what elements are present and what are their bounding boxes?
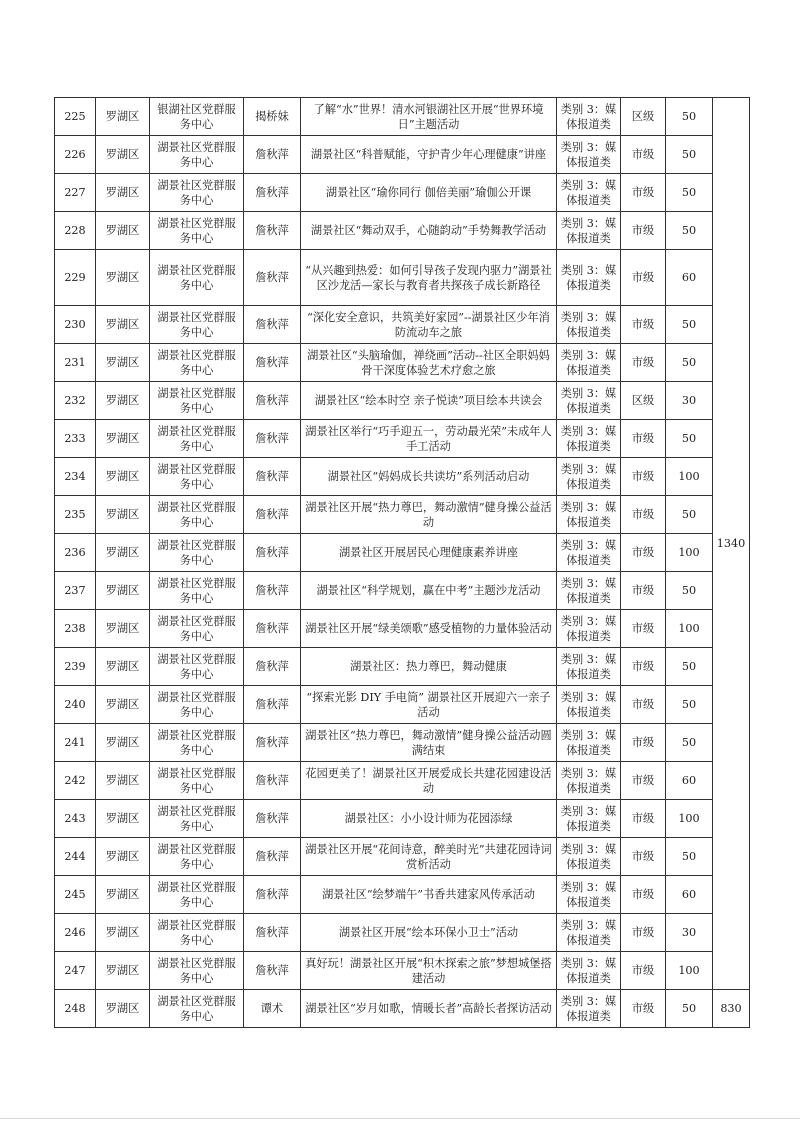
organization-cell: 湖景社区党群服务中心 <box>150 174 244 212</box>
table-row <box>55 914 750 952</box>
table-row <box>55 458 750 496</box>
row-number: 232 <box>55 382 96 420</box>
organization-cell: 湖景社区党群服务中心 <box>150 686 244 724</box>
table-row <box>55 838 750 876</box>
row-number: 227 <box>55 174 96 212</box>
level-cell: 市级 <box>621 174 666 212</box>
organization-cell: 湖景社区党群服务中心 <box>150 876 244 914</box>
district-cell: 罗湖区 <box>96 610 150 648</box>
person-cell: 詹秋萍 <box>244 306 301 344</box>
district-cell: 罗湖区 <box>96 344 150 382</box>
row-number: 240 <box>55 686 96 724</box>
row-number: 226 <box>55 136 96 174</box>
row-number: 225 <box>55 98 96 136</box>
level-cell: 市级 <box>621 136 666 174</box>
row-number: 237 <box>55 572 96 610</box>
row-number: 244 <box>55 838 96 876</box>
category-cell: 类别 3：媒体报道类 <box>557 250 621 306</box>
page-edge-line <box>0 1118 800 1119</box>
table-row <box>55 344 750 382</box>
activity-title-cell: “从兴趣到热爱：如何引导孩子发现内驱力”湖景社区沙龙活—家长与教育者共探孩子成长新路径 <box>301 250 557 306</box>
category-cell: 类别 3：媒体报道类 <box>557 458 621 496</box>
row-number: 238 <box>55 610 96 648</box>
score-cell: 50 <box>666 420 713 458</box>
row-number: 231 <box>55 344 96 382</box>
table-row <box>55 496 750 534</box>
category-cell: 类别 3：媒体报道类 <box>557 914 621 952</box>
organization-cell: 湖景社区党群服务中心 <box>150 344 244 382</box>
person-cell: 詹秋萍 <box>244 610 301 648</box>
row-number: 248 <box>55 990 96 1028</box>
organization-cell: 湖景社区党群服务中心 <box>150 990 244 1028</box>
district-cell: 罗湖区 <box>96 648 150 686</box>
table-row <box>55 306 750 344</box>
person-cell: 詹秋萍 <box>244 686 301 724</box>
score-cell: 50 <box>666 648 713 686</box>
activity-title-cell: 湖景社区举行“巧手迎五一，劳动最光荣”未成年人手工活动 <box>301 420 557 458</box>
organization-cell: 湖景社区党群服务中心 <box>150 306 244 344</box>
score-cell: 50 <box>666 990 713 1028</box>
row-number: 242 <box>55 762 96 800</box>
level-cell: 市级 <box>621 306 666 344</box>
level-cell: 市级 <box>621 496 666 534</box>
district-cell: 罗湖区 <box>96 458 150 496</box>
score-cell: 50 <box>666 572 713 610</box>
level-cell: 市级 <box>621 534 666 572</box>
activity-title-cell: 湖景社区“绘梦端午”书香共建家风传承活动 <box>301 876 557 914</box>
district-cell: 罗湖区 <box>96 914 150 952</box>
score-cell: 50 <box>666 136 713 174</box>
level-cell: 市级 <box>621 762 666 800</box>
table-body <box>55 98 750 1028</box>
score-cell: 60 <box>666 762 713 800</box>
organization-cell: 湖景社区党群服务中心 <box>150 610 244 648</box>
district-cell: 罗湖区 <box>96 838 150 876</box>
table-row <box>55 572 750 610</box>
row-number: 230 <box>55 306 96 344</box>
level-cell: 区级 <box>621 382 666 420</box>
activity-title-cell: 真好玩！湖景社区开展“积木探索之旅”梦想城堡搭建活动 <box>301 952 557 990</box>
score-cell: 30 <box>666 914 713 952</box>
score-cell: 50 <box>666 174 713 212</box>
person-cell: 詹秋萍 <box>244 344 301 382</box>
score-cell: 100 <box>666 534 713 572</box>
activity-title-cell: 湖景社区“头脑瑜伽，禅绕画”活动--社区全职妈妈骨干深度体验艺术疗愈之旅 <box>301 344 557 382</box>
category-cell: 类别 3：媒体报道类 <box>557 648 621 686</box>
district-cell: 罗湖区 <box>96 572 150 610</box>
district-cell: 罗湖区 <box>96 762 150 800</box>
category-cell: 类别 3：媒体报道类 <box>557 952 621 990</box>
score-cell: 50 <box>666 344 713 382</box>
level-cell: 市级 <box>621 344 666 382</box>
row-number: 245 <box>55 876 96 914</box>
organization-cell: 湖景社区党群服务中心 <box>150 250 244 306</box>
activity-title-cell: 湖景社区“科学规划，赢在中考”主题沙龙活动 <box>301 572 557 610</box>
organization-cell: 湖景社区党群服务中心 <box>150 648 244 686</box>
category-cell: 类别 3：媒体报道类 <box>557 610 621 648</box>
organization-cell: 湖景社区党群服务中心 <box>150 724 244 762</box>
district-cell: 罗湖区 <box>96 496 150 534</box>
activity-title-cell: 湖景社区开展“绿美颂歌”感受植物的力量体验活动 <box>301 610 557 648</box>
score-cell: 60 <box>666 250 713 306</box>
activity-title-cell: 湖景社区：小小设计师为花园添绿 <box>301 800 557 838</box>
table-row <box>55 420 750 458</box>
organization-cell: 湖景社区党群服务中心 <box>150 838 244 876</box>
activity-title-cell: 湖景社区开展“热力尊巴，舞动激情”健身操公益活动 <box>301 496 557 534</box>
person-cell: 詹秋萍 <box>244 724 301 762</box>
district-cell: 罗湖区 <box>96 212 150 250</box>
organization-cell: 湖景社区党群服务中心 <box>150 420 244 458</box>
district-cell: 罗湖区 <box>96 686 150 724</box>
category-cell: 类别 3：媒体报道类 <box>557 800 621 838</box>
activity-title-cell: 湖景社区“瑜你同行 伽倍美丽”瑜伽公开课 <box>301 174 557 212</box>
level-cell: 市级 <box>621 212 666 250</box>
person-cell: 詹秋萍 <box>244 174 301 212</box>
category-cell: 类别 3：媒体报道类 <box>557 306 621 344</box>
table-row <box>55 762 750 800</box>
row-number: 229 <box>55 250 96 306</box>
district-cell: 罗湖区 <box>96 952 150 990</box>
person-cell: 詹秋萍 <box>244 382 301 420</box>
district-cell: 罗湖区 <box>96 990 150 1028</box>
row-number: 234 <box>55 458 96 496</box>
row-number: 239 <box>55 648 96 686</box>
level-cell: 市级 <box>621 990 666 1028</box>
district-cell: 罗湖区 <box>96 306 150 344</box>
district-cell: 罗湖区 <box>96 420 150 458</box>
person-cell: 詹秋萍 <box>244 136 301 174</box>
score-table <box>54 97 750 1028</box>
activity-title-cell: 湖景社区开展“绘本环保小卫士”活动 <box>301 914 557 952</box>
activity-title-cell: 湖景社区“科普赋能，守护青少年心理健康”讲座 <box>301 136 557 174</box>
activity-title-cell: 湖景社区“绘本时空 亲子悦读”项目绘本共读会 <box>301 382 557 420</box>
person-cell: 詹秋萍 <box>244 458 301 496</box>
person-cell: 詹秋萍 <box>244 952 301 990</box>
subtotal-cell: 1340 <box>713 98 750 990</box>
organization-cell: 湖景社区党群服务中心 <box>150 212 244 250</box>
level-cell: 市级 <box>621 952 666 990</box>
person-cell: 詹秋萍 <box>244 212 301 250</box>
score-cell: 100 <box>666 800 713 838</box>
organization-cell: 湖景社区党群服务中心 <box>150 572 244 610</box>
level-cell: 区级 <box>621 98 666 136</box>
organization-cell: 湖景社区党群服务中心 <box>150 800 244 838</box>
organization-cell: 湖景社区党群服务中心 <box>150 496 244 534</box>
score-cell: 50 <box>666 838 713 876</box>
activity-title-cell: 湖景社区“热力尊巴，舞动激情”健身操公益活动圆满结束 <box>301 724 557 762</box>
person-cell: 詹秋萍 <box>244 496 301 534</box>
person-cell: 詹秋萍 <box>244 800 301 838</box>
person-cell: 詹秋萍 <box>244 876 301 914</box>
person-cell: 詹秋萍 <box>244 914 301 952</box>
table-row <box>55 648 750 686</box>
level-cell: 市级 <box>621 838 666 876</box>
table-row <box>55 952 750 990</box>
category-cell: 类别 3：媒体报道类 <box>557 534 621 572</box>
table-row <box>55 136 750 174</box>
category-cell: 类别 3：媒体报道类 <box>557 496 621 534</box>
person-cell: 詹秋萍 <box>244 572 301 610</box>
category-cell: 类别 3：媒体报道类 <box>557 876 621 914</box>
category-cell: 类别 3：媒体报道类 <box>557 990 621 1028</box>
score-cell: 30 <box>666 382 713 420</box>
row-number: 241 <box>55 724 96 762</box>
row-number: 236 <box>55 534 96 572</box>
activity-title-cell: “深化安全意识，共筑美好家园”--湖景社区少年消防流动车之旅 <box>301 306 557 344</box>
table-row <box>55 98 750 136</box>
district-cell: 罗湖区 <box>96 382 150 420</box>
score-cell: 50 <box>666 212 713 250</box>
level-cell: 市级 <box>621 724 666 762</box>
activity-title-cell: 湖景社区“舞动双手，心随韵动”手势舞教学活动 <box>301 212 557 250</box>
person-cell: 詹秋萍 <box>244 648 301 686</box>
person-cell: 詹秋萍 <box>244 762 301 800</box>
activity-title-cell: “探索光影 DIY 手电筒” 湖景社区开展迎六一亲子活动 <box>301 686 557 724</box>
person-cell: 詹秋萍 <box>244 838 301 876</box>
category-cell: 类别 3：媒体报道类 <box>557 344 621 382</box>
table-row <box>55 800 750 838</box>
table-row <box>55 534 750 572</box>
district-cell: 罗湖区 <box>96 174 150 212</box>
level-cell: 市级 <box>621 610 666 648</box>
subtotal-cell: 830 <box>713 990 750 1028</box>
row-number: 243 <box>55 800 96 838</box>
district-cell: 罗湖区 <box>96 800 150 838</box>
organization-cell: 湖景社区党群服务中心 <box>150 914 244 952</box>
score-cell: 50 <box>666 686 713 724</box>
district-cell: 罗湖区 <box>96 724 150 762</box>
table-row <box>55 610 750 648</box>
activity-title-cell: 湖景社区开展居民心理健康素养讲座 <box>301 534 557 572</box>
level-cell: 市级 <box>621 458 666 496</box>
score-cell: 60 <box>666 876 713 914</box>
score-cell: 50 <box>666 98 713 136</box>
level-cell: 市级 <box>621 686 666 724</box>
activity-title-cell: 花园更美了！湖景社区开展爱成长共建花园建设活动 <box>301 762 557 800</box>
organization-cell: 湖景社区党群服务中心 <box>150 458 244 496</box>
level-cell: 市级 <box>621 572 666 610</box>
organization-cell: 银湖社区党群服务中心 <box>150 98 244 136</box>
score-cell: 100 <box>666 610 713 648</box>
table-row <box>55 990 750 1028</box>
score-cell: 50 <box>666 306 713 344</box>
score-cell: 100 <box>666 458 713 496</box>
table-row <box>55 174 750 212</box>
level-cell: 市级 <box>621 876 666 914</box>
category-cell: 类别 3：媒体报道类 <box>557 686 621 724</box>
category-cell: 类别 3：媒体报道类 <box>557 420 621 458</box>
district-cell: 罗湖区 <box>96 876 150 914</box>
category-cell: 类别 3：媒体报道类 <box>557 572 621 610</box>
category-cell: 类别 3：媒体报道类 <box>557 762 621 800</box>
person-cell: 詹秋萍 <box>244 420 301 458</box>
row-number: 247 <box>55 952 96 990</box>
activity-title-cell: 湖景社区：热力尊巴，舞动健康 <box>301 648 557 686</box>
district-cell: 罗湖区 <box>96 250 150 306</box>
table-row <box>55 686 750 724</box>
level-cell: 市级 <box>621 648 666 686</box>
table-row <box>55 212 750 250</box>
row-number: 246 <box>55 914 96 952</box>
score-cell: 100 <box>666 952 713 990</box>
level-cell: 市级 <box>621 800 666 838</box>
organization-cell: 湖景社区党群服务中心 <box>150 952 244 990</box>
activity-title-cell: 湖景社区“妈妈成长共读坊”系列活动启动 <box>301 458 557 496</box>
category-cell: 类别 3：媒体报道类 <box>557 382 621 420</box>
score-cell: 50 <box>666 496 713 534</box>
level-cell: 市级 <box>621 250 666 306</box>
level-cell: 市级 <box>621 914 666 952</box>
organization-cell: 湖景社区党群服务中心 <box>150 136 244 174</box>
organization-cell: 湖景社区党群服务中心 <box>150 382 244 420</box>
person-cell: 詹秋萍 <box>244 250 301 306</box>
activity-title-cell: 了解“水”世界！清水河银湖社区开展“世界环境日”主题活动 <box>301 98 557 136</box>
category-cell: 类别 3：媒体报道类 <box>557 724 621 762</box>
category-cell: 类别 3：媒体报道类 <box>557 98 621 136</box>
category-cell: 类别 3：媒体报道类 <box>557 136 621 174</box>
district-cell: 罗湖区 <box>96 534 150 572</box>
category-cell: 类别 3：媒体报道类 <box>557 174 621 212</box>
activity-title-cell: 湖景社区开展“花间诗意，醉美时光”共建花园诗词赏析活动 <box>301 838 557 876</box>
table-row <box>55 724 750 762</box>
person-cell: 揭桥妹 <box>244 98 301 136</box>
organization-cell: 湖景社区党群服务中心 <box>150 762 244 800</box>
table-row <box>55 876 750 914</box>
level-cell: 市级 <box>621 420 666 458</box>
table-row <box>55 250 750 306</box>
row-number: 235 <box>55 496 96 534</box>
category-cell: 类别 3：媒体报道类 <box>557 212 621 250</box>
activity-title-cell: 湖景社区“岁月如歌，情暖长者”高龄长者探访活动 <box>301 990 557 1028</box>
district-cell: 罗湖区 <box>96 98 150 136</box>
table-row <box>55 382 750 420</box>
person-cell: 詹秋萍 <box>244 534 301 572</box>
score-cell: 50 <box>666 724 713 762</box>
category-cell: 类别 3：媒体报道类 <box>557 838 621 876</box>
organization-cell: 湖景社区党群服务中心 <box>150 534 244 572</box>
row-number: 233 <box>55 420 96 458</box>
row-number: 228 <box>55 212 96 250</box>
person-cell: 谭术 <box>244 990 301 1028</box>
district-cell: 罗湖区 <box>96 136 150 174</box>
